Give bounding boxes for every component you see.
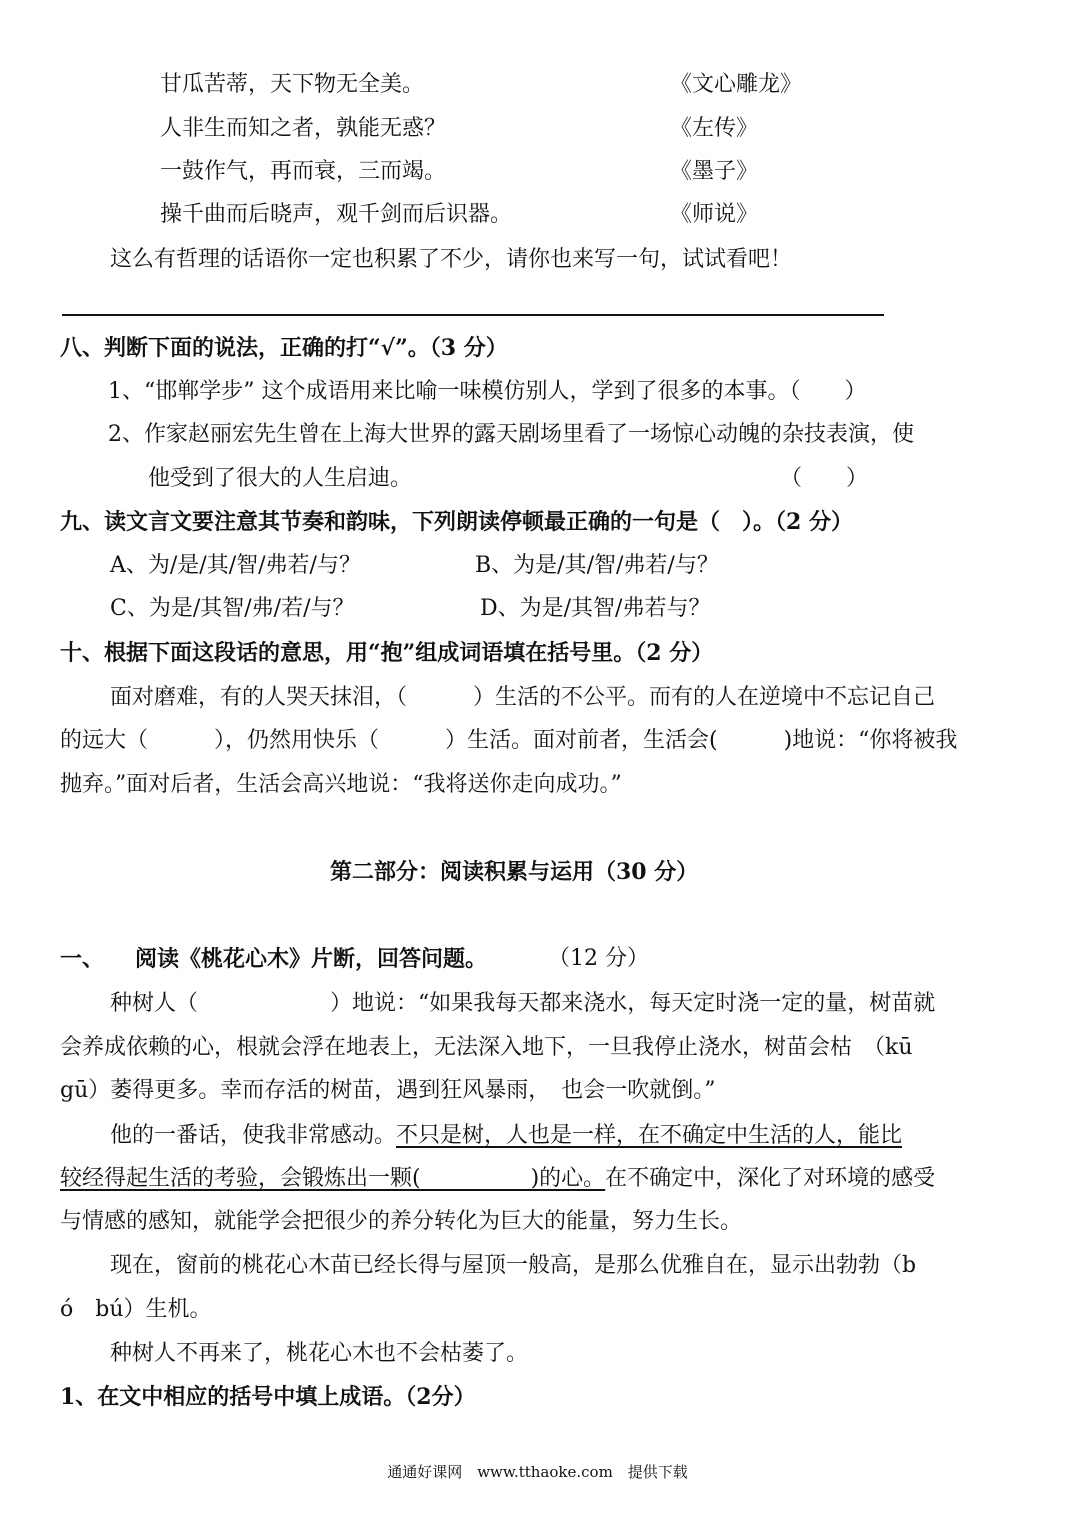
q10-line: 面对磨难，有的人哭天抹泪，（ ）生活的不公平。而有的人在逆境中不忘记自己 (110, 685, 936, 710)
passage-line: 种树人（ ）地说：“如果我每天都来浇水，每天定时浇一定的量，树苗就 (110, 991, 936, 1016)
passage-line: ó bú）生机。 (60, 1297, 212, 1322)
passage-text: 在不确定中，深化了对环境的感受 (605, 1166, 936, 1191)
passage-text: 他的一番话，使我非常感动。 (110, 1123, 397, 1148)
footer-credit: 通通好课网 www.tthaoke.com 提供下载 (387, 1463, 688, 1481)
quote-line: 人非生而知之者，孰能无惑？ (160, 116, 447, 141)
passage-line (110, 1121, 902, 1151)
q10-line: 抛弃。”面对后者，生活会高兴地说：“我将送你走向成功。” (60, 772, 622, 797)
q9-option-a[interactable]: A、为/是/其/智/弗若/与？ (110, 553, 361, 578)
quote-line: 甘瓜苦蒂，天下物无全美。 (160, 72, 425, 97)
q8-item1: 1、“邯郸学步” 这个成语用来比喻一味模仿别人，学到了很多的本事。（ ） (108, 379, 867, 404)
passage-line: 与情感的感知，就能学会把很少的养分转化为巨大的能量，努力生长。 (60, 1209, 743, 1234)
q8-item2: 2、作家赵丽宏先生曾在上海大世界的露天剧场里看了一场惊心动魄的杂技表演，使 (108, 422, 914, 447)
part2-title: 第二部分：阅读积累与运用（30 分） (330, 859, 699, 885)
reading-heading-number: 一、 (60, 946, 105, 972)
q9-option-c[interactable]: C、为是/其智/弗/若/与？ (110, 596, 355, 621)
passage-line (60, 1164, 935, 1194)
q10-title: 十、根据下面这段话的意思，用“抱”组成词语填在括号里。（2 分） (60, 640, 714, 666)
passage-line: gū）萎得更多。幸而存活的树苗，遇到狂风暴雨， 也会一吹就倒。” (60, 1078, 716, 1103)
write-prompt: 这么有哲理的话语你一定也积累了不少，请你也来写一句，试试看吧！ (110, 247, 793, 272)
q9-option-d[interactable]: D、为是/其智/弗若与？ (480, 596, 711, 621)
quote-source: 《师说》 (670, 202, 759, 227)
q10-line: 的远大（ ），仍然用快乐（ ）生活。面对前者，生活会( )地说：“你将被我 (60, 728, 958, 753)
quote-source: 《墨子》 (670, 159, 759, 184)
passage-line: 种树人不再来了，桃花心木也不会枯萎了。 (110, 1341, 529, 1366)
q8-title: 八、判断下面的说法，正确的打“√”。（3 分） (60, 335, 508, 361)
quote-line: 操千曲而后晓声，观千剑而后识器。 (160, 202, 513, 227)
sub-question-1: 1、在文中相应的括号中填上成语。（2分） (60, 1384, 476, 1410)
q9-option-b[interactable]: B、为是/其/智/弗若/与？ (475, 553, 719, 578)
reading-heading: 阅读《桃花心木》片断，回答问题。 (135, 946, 488, 972)
passage-line: 现在，窗前的桃花心木苗已经长得与屋顶一般高，是那么优雅自在，显示出勃勃（b (110, 1253, 917, 1278)
underlined-sentence: 不只是树，人也是一样，在不确定中生活的人，能比 (396, 1123, 903, 1148)
quote-source: 《文心雕龙》 (670, 72, 803, 97)
q8-item2-answer-bracket[interactable]: （ ） (780, 466, 869, 491)
q9-title: 九、读文言文要注意其节奏和韵味，下列朗读停顿最正确的一句是（ ）。（2 分） (60, 509, 853, 535)
quote-source: 《左传》 (670, 116, 759, 141)
q8-item2-cont: 他受到了很大的人生启迪。 (148, 466, 413, 491)
answer-line[interactable] (62, 314, 884, 316)
quote-line: 一鼓作气，再而衰，三而竭。 (160, 159, 447, 184)
reading-heading-score: （12 分） (548, 946, 649, 971)
underlined-sentence: 较经得起生活的考验，会锻炼出一颗( )的心。 (60, 1166, 606, 1191)
passage-line: 会养成依赖的心，根就会浮在地表上，无法深入地下，一旦我停止浇水，树苗会枯 （kū (60, 1035, 913, 1060)
